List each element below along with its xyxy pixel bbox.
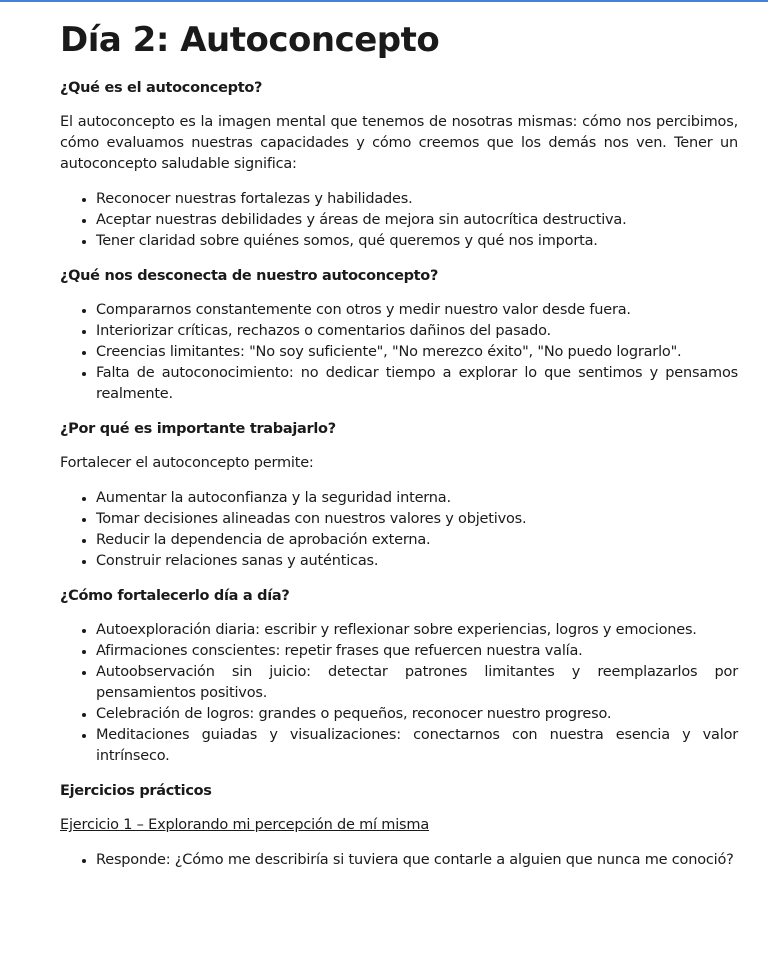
list-item: • Aumentar la autoconfianza y la seguridad interna. [96, 488, 738, 509]
list-item: • Responde: ¿Cómo me describiría si tuviera que contarle a alguien que nunca me conoció? [96, 850, 738, 871]
section-heading-que-es: ¿Qué es el autoconcepto? [60, 80, 263, 96]
document-page [60, 18, 738, 885]
list-item: • Compararnos constantemente con otros y medir nuestro valor desde fuera. [96, 300, 738, 321]
list-item: • Interiorizar críticas, rechazos o comentarios dañinos del pasado. [96, 321, 738, 342]
list-item: • Falta de autoconocimiento: no dedicar tiempo a explorar lo que sentimos y pensamos realmente. [96, 363, 738, 405]
section-heading-ejercicios: Ejercicios prácticos [60, 783, 212, 799]
list-item: • Celebración de logros: grandes o pequeños, reconocer nuestro progreso. [96, 704, 738, 725]
list-item: • Meditaciones guiadas y visualizaciones: conectarnos con nuestra esencia y valor intrínseco. [96, 725, 738, 767]
list-item: • Tener claridad sobre quiénes somos, qué queremos y qué nos importa. [96, 231, 738, 252]
list-item: • Aceptar nuestras debilidades y áreas de mejora sin autocrítica destructiva. [96, 210, 738, 231]
section-paragraph-importante: Fortalecer el autoconcepto permite: [60, 455, 314, 471]
bullet-list-desconecta [60, 300, 738, 405]
list-item: • Reducir la dependencia de aprobación externa. [96, 530, 738, 551]
section-heading-desconecta: ¿Qué nos desconecta de nuestro autoconcepto? [60, 268, 439, 284]
bullet-list-importante [60, 488, 738, 572]
list-item: • Autoobservación sin juicio: detectar patrones limitantes y reemplazarlos por pensamientos positivos. [96, 662, 738, 704]
list-item: • Tomar decisiones alineadas con nuestros valores y objetivos. [96, 509, 738, 530]
bullet-list-fortalecerlo [60, 620, 738, 767]
list-item: • Reconocer nuestras fortalezas y habilidades. [96, 189, 738, 210]
section-heading-fortalecerlo: ¿Cómo fortalecerlo día a día? [60, 588, 290, 604]
exercise-subheading: Ejercicio 1 – Explorando mi percepción de mí misma [60, 817, 430, 833]
list-item: • Autoexploración diaria: escribir y reflexionar sobre experiencias, logros y emociones. [96, 620, 738, 641]
section-heading-importante: ¿Por qué es importante trabajarlo? [60, 421, 336, 437]
bullet-list-ejercicios [60, 850, 738, 871]
top-accent-bar [0, 0, 768, 2]
list-item: • Creencias limitantes: "No soy suficiente", "No merezco éxito", "No puedo lograrlo". [96, 342, 738, 363]
list-item: • Construir relaciones sanas y auténticas. [96, 551, 738, 572]
list-item: • Afirmaciones conscientes: repetir frases que refuercen nuestra valía. [96, 641, 738, 662]
section-paragraph-que-es: El autoconcepto es la imagen mental que tenemos de nosotras mismas: cómo nos percibimos, cómo evaluamos nuestras capacidades y cómo creemos que los demás nos ven. Tener un autoconcepto saludable significa: [60, 114, 738, 172]
page-title: Día 2: Autoconcepto [60, 20, 440, 60]
bullet-list-que-es [60, 189, 738, 252]
